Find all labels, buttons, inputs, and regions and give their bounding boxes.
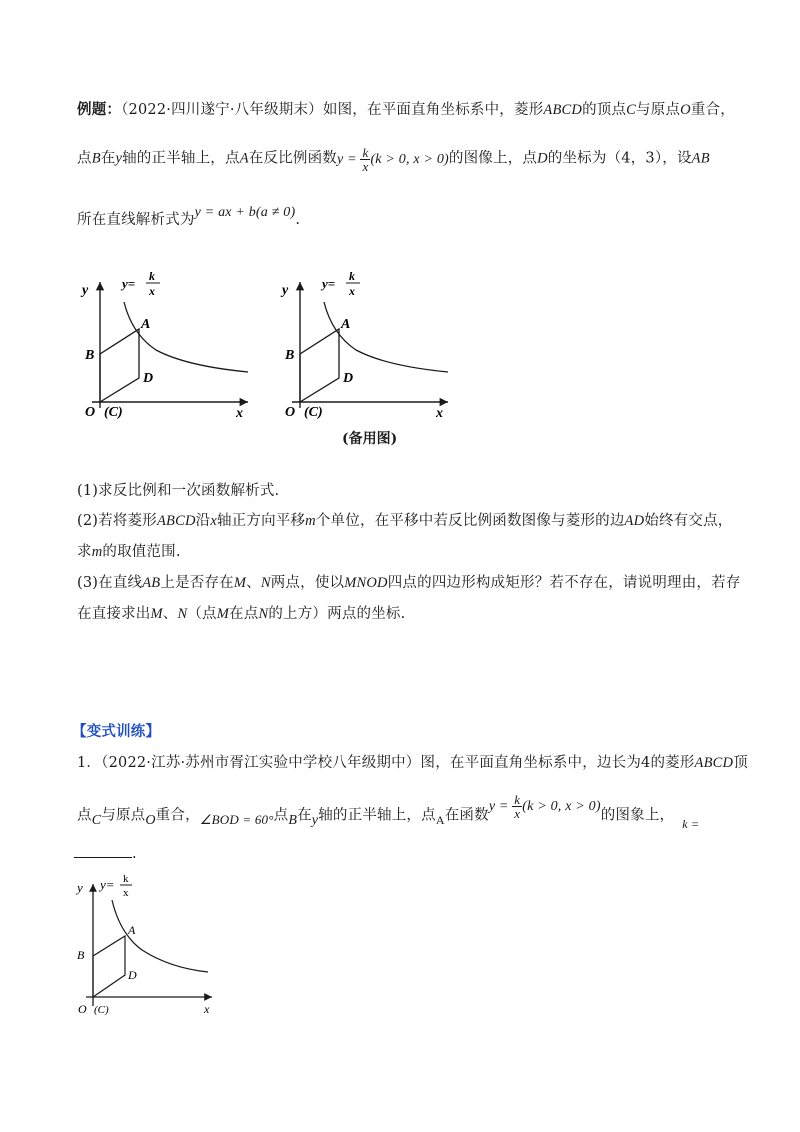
question-2: (2)若将菱形ABCD沿x轴正方向平移m个单位，在平移中若反比例函数图像与菱形的边AD始终有交点， — [77, 513, 733, 529]
example-label: 例题： — [77, 101, 122, 118]
hyperbola-curve — [324, 302, 448, 372]
label-d: D — [143, 371, 154, 386]
example-source: （2022·四川遂宁·八年级期末） — [121, 102, 323, 118]
practice-header: 【变式训练】 — [72, 723, 161, 740]
rhombus — [93, 936, 125, 997]
figure-caption: (备用图) — [342, 431, 398, 447]
function-formula: y = $\frac{k}{x}$ (k > 0, x > 0) — [336, 145, 449, 174]
svg-text:B: B — [77, 948, 85, 962]
question-3: (3)在直线AB上是否存在M、N两点，使以MNOD四点的四边形构成矩形？若不存在，请说明理由，若存 — [77, 575, 741, 591]
line-formula: y = ax + b(a ≠ 0) — [194, 205, 296, 220]
svg-text:y: y — [77, 880, 83, 895]
svg-text:B: B — [285, 348, 295, 363]
svg-text:D: D — [343, 371, 354, 386]
practice-function: y = $\frac{k}{x}$ (k > 0, x > 0) — [488, 792, 601, 821]
svg-text:O: O — [78, 1002, 87, 1016]
label-o: O — [85, 405, 96, 420]
example-line-3: 所在直线解析式为y = ax + b(a ≠ 0). — [77, 205, 301, 228]
hyperbola-curve — [124, 302, 248, 372]
label-c: (C) — [104, 405, 123, 420]
practice-line-1: 1．（2022·江苏·苏州市胥江实验中学校八年级期中）图，在平面直角坐标系中，边长为4的菱形ABCD顶 — [77, 755, 748, 771]
label-b: B — [85, 348, 95, 363]
rhombus — [300, 329, 339, 402]
rhombus — [100, 329, 139, 402]
svg-text:x: x — [149, 284, 155, 298]
question-3-cont: 在直接求出M、N（点M在点N的上方）两点的坐标. — [77, 606, 406, 622]
svg-text:A: A — [128, 923, 136, 937]
svg-text:x: x — [123, 887, 129, 899]
example-line-2: 点B在y轴的正半轴上，点A在反比例函数y = $\frac{k}{x}$ (k > 0, x > 0)的图像上，点D的坐标为（4，3），设AB — [77, 145, 710, 174]
svg-text:k: k — [149, 269, 155, 283]
label-y: y — [82, 283, 89, 298]
svg-text:x: x — [204, 1002, 210, 1016]
svg-text:O: O — [285, 405, 296, 420]
label-func: y= — [122, 276, 136, 291]
question-2-cont: 求m的取值范围. — [77, 544, 181, 560]
svg-text:x: x — [436, 406, 443, 421]
svg-text:y: y — [282, 283, 289, 298]
practice-line-2: 点C与原点O重合，∠BOD = 60°点B在y轴的正半轴上，点$_A$在函数y = $\frac{k}{x}$ (k > 0, x > 0)的图象上， $_{k =}$ — [77, 792, 700, 831]
svg-text:k: k — [349, 269, 355, 283]
svg-text:y=: y= — [100, 877, 115, 892]
practice-line-3: . — [74, 846, 137, 862]
answer-blank[interactable] — [74, 857, 132, 858]
svg-text:y=: y= — [322, 276, 336, 291]
svg-text:(C): (C) — [304, 405, 323, 420]
figure-2 — [276, 268, 461, 423]
figure-1 — [76, 268, 261, 423]
svg-text:D: D — [128, 968, 137, 982]
label-a: A — [141, 317, 151, 332]
label-x: x — [236, 406, 243, 421]
svg-text:k: k — [123, 873, 129, 885]
question-1: (1)求反比例和一次函数解析式. — [77, 483, 280, 499]
figure-3 — [74, 872, 224, 1022]
svg-text:A: A — [341, 317, 351, 332]
svg-text:(C): (C) — [94, 1004, 109, 1016]
hyperbola-curve — [112, 900, 208, 972]
svg-text:x: x — [349, 284, 355, 298]
example-line-1: 例题：（2022·四川遂宁·八年级期末）如图，在平面直角坐标系中，菱形ABCD的顶点C与原点O重合， — [77, 101, 735, 118]
